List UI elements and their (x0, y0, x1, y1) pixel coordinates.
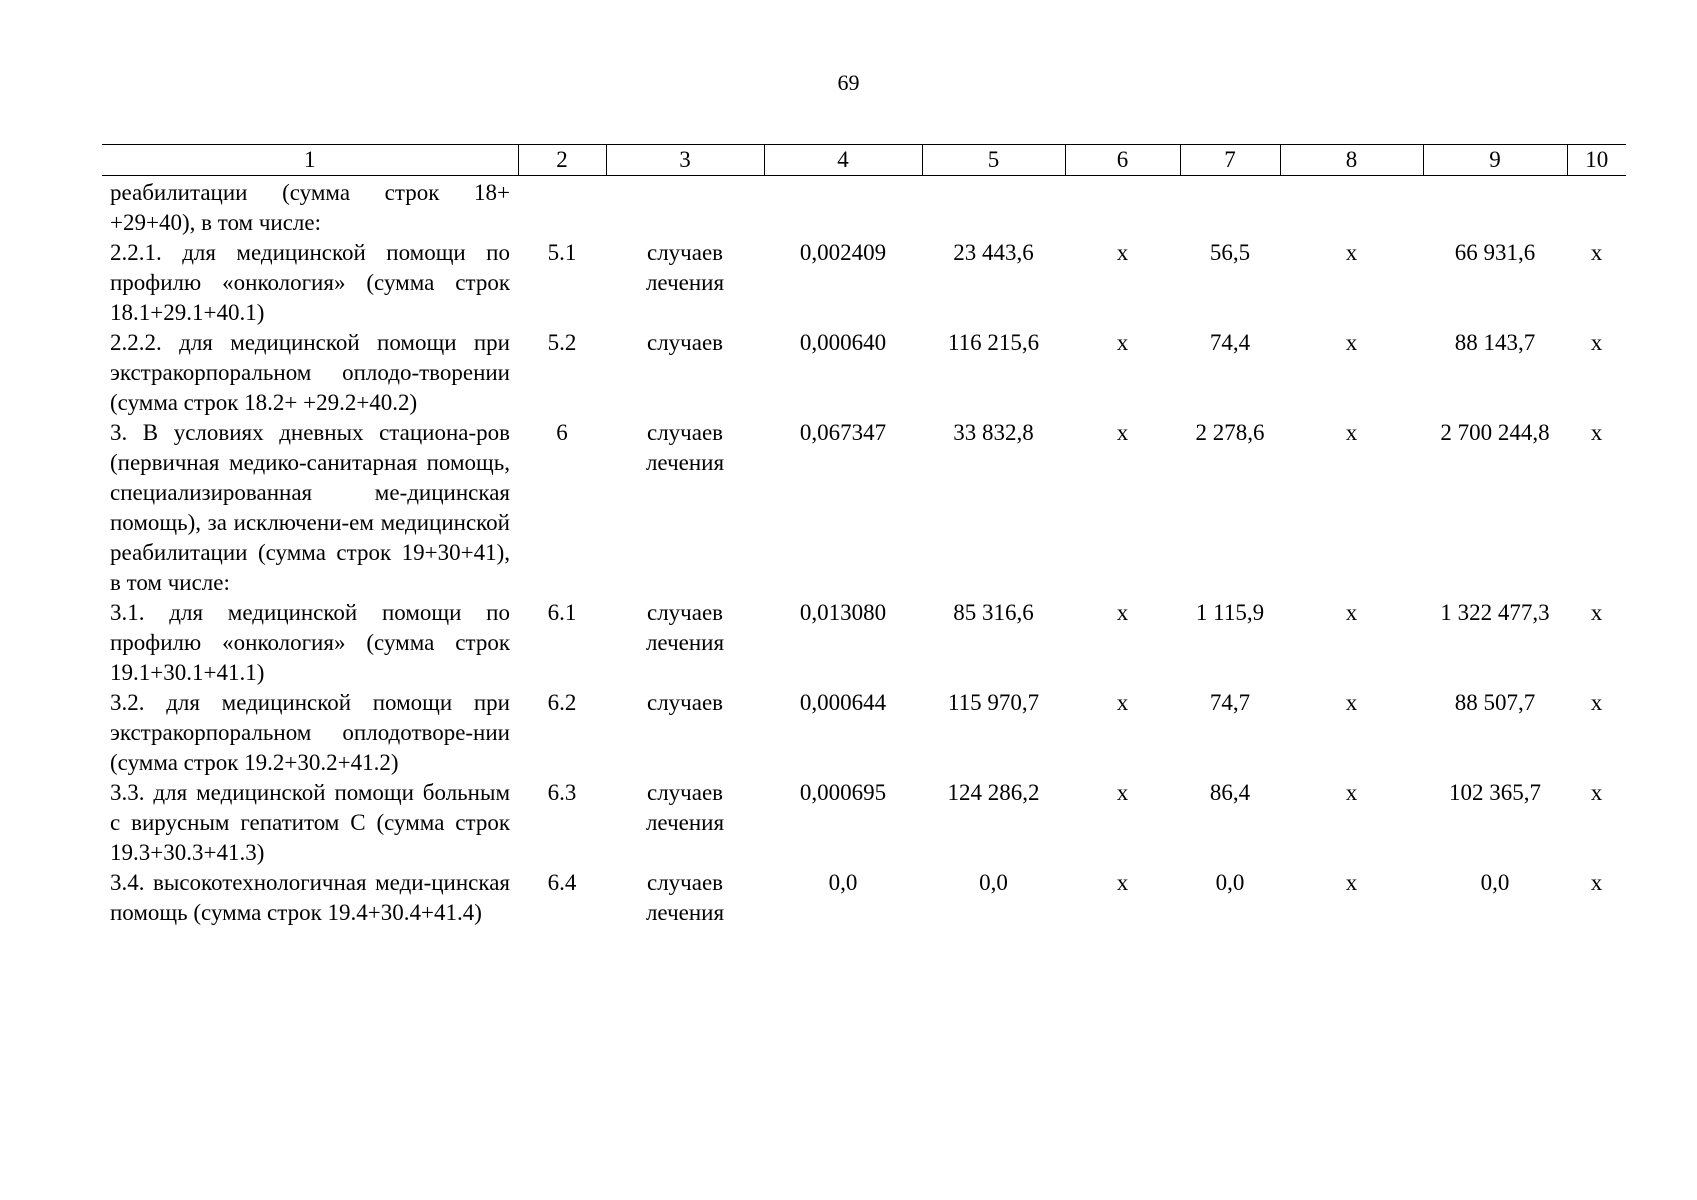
row-col8: х (1345, 240, 1358, 265)
row-code: 6 (556, 420, 568, 445)
row-col10: х (1590, 780, 1603, 805)
header-row (102, 145, 1626, 176)
row-col4 (764, 176, 922, 239)
row-col8 (1280, 176, 1423, 239)
row-name: 2.2.1. для медицинской помощи по профилю «онкология» (сумма строк 18.1+29.1+40.1) (110, 240, 510, 325)
row-col7: 56,5 (1209, 240, 1251, 265)
row-col6: х (1116, 240, 1129, 265)
row-col10: х (1590, 870, 1603, 895)
row-unit: случаев (646, 330, 724, 355)
row-name: 3.3. для медицинской помощи больным с вирусным гепатитом С (сумма строк 19.3+30.3+41.3) (110, 780, 510, 865)
row-unit: случаев лечения (645, 600, 725, 655)
row-code: 5.2 (547, 330, 577, 355)
row-code (518, 176, 606, 239)
row-code: 5.1 (547, 240, 577, 265)
row-col10: х (1590, 690, 1603, 715)
column-header: 8 (1280, 145, 1423, 176)
table-row (102, 778, 1626, 868)
row-col6: х (1116, 870, 1129, 895)
row-col9 (1423, 176, 1567, 239)
row-col7 (1180, 176, 1280, 239)
row-name: 3.1. для медицинской помощи по профилю «онкология» (сумма строк 19.1+30.1+41.1) (110, 600, 510, 685)
row-col4: 0,000640 (799, 330, 887, 355)
row-col6: х (1116, 420, 1129, 445)
row-col9: 66 931,6 (1454, 240, 1536, 265)
column-header: 5 (922, 145, 1065, 176)
row-col9: 88 507,7 (1454, 690, 1536, 715)
row-name: 3.4. высокотехнологичная меди-цинская помощь (сумма строк 19.4+30.4+41.4) (110, 870, 510, 925)
row-col4: 0,000695 (799, 780, 887, 805)
table-row (102, 868, 1626, 928)
column-header: 3 (606, 145, 764, 176)
row-col7: 2 278,6 (1195, 420, 1265, 445)
row-name: 3.2. для медицинской помощи при экстракорпоральном оплодотворе-нии (сумма строк 19.2+30.2+41.2) (110, 690, 510, 775)
row-col7: 0,0 (1215, 870, 1245, 895)
row-col5: 33 832,8 (953, 420, 1034, 445)
data-table (102, 144, 1626, 928)
row-name: реабилитации (сумма строк 18+ +29+40), в том числе: (110, 180, 510, 235)
row-col10: х (1590, 240, 1603, 265)
row-col10 (1567, 176, 1626, 239)
row-col8: х (1345, 330, 1358, 355)
column-header: 2 (518, 145, 606, 176)
row-unit: случаев лечения (645, 420, 725, 475)
table-row (102, 328, 1626, 418)
row-col9: 1 322 477,3 (1440, 600, 1550, 625)
row-col8: х (1345, 870, 1358, 895)
row-col8: х (1345, 420, 1358, 445)
table-row (102, 598, 1626, 688)
row-unit: случаев лечения (645, 240, 725, 295)
row-unit: случаев лечения (645, 870, 725, 925)
row-col6: х (1116, 330, 1129, 355)
row-unit: случаев лечения (645, 780, 725, 835)
row-col5: 124 286,2 (947, 780, 1040, 805)
row-col9: 102 365,7 (1449, 780, 1541, 805)
row-col6: х (1116, 780, 1129, 805)
row-col5 (922, 176, 1065, 239)
row-col9: 88 143,7 (1454, 330, 1536, 355)
row-col8: х (1345, 600, 1358, 625)
row-code: 6.1 (547, 600, 577, 625)
row-col4: 0,002409 (799, 240, 887, 265)
row-col7: 1 115,9 (1195, 600, 1265, 625)
row-code: 6.4 (547, 870, 577, 895)
row-col8: х (1345, 690, 1358, 715)
column-header: 10 (1567, 145, 1626, 176)
row-col10: х (1590, 330, 1603, 355)
table-row (102, 176, 1626, 239)
column-header: 7 (1180, 145, 1280, 176)
row-col5: 23 443,6 (953, 240, 1034, 265)
row-col5: 115 970,7 (947, 690, 1040, 715)
row-name: 2.2.2. для медицинской помощи при экстракорпоральном оплодо-творении (сумма строк 18.2+ +29.2+40.2) (110, 330, 510, 415)
row-col6: х (1116, 600, 1129, 625)
row-unit (606, 176, 764, 239)
row-col7: 74,7 (1209, 690, 1251, 715)
page-number: 69 (837, 70, 860, 95)
row-col4: 0,0 (828, 870, 858, 895)
row-col7: 74,4 (1209, 330, 1251, 355)
table-row (102, 418, 1626, 598)
row-col10: х (1590, 600, 1603, 625)
row-col4: 0,013080 (799, 600, 887, 625)
row-col5: 0,0 (979, 870, 1008, 895)
row-col6 (1065, 176, 1180, 239)
row-unit: случаев (646, 690, 724, 715)
row-col5: 85 316,6 (953, 600, 1034, 625)
row-col7: 86,4 (1209, 780, 1251, 805)
row-col9: 0,0 (1480, 870, 1510, 895)
row-col10: х (1590, 420, 1603, 445)
row-col4: 0,000644 (799, 690, 887, 715)
row-col5: 116 215,6 (947, 330, 1040, 355)
table-row (102, 688, 1626, 778)
table-row (102, 238, 1626, 328)
column-header: 9 (1423, 145, 1567, 176)
row-code: 6.3 (547, 780, 577, 805)
column-header: 6 (1065, 145, 1180, 176)
row-col9: 2 700 244,8 (1440, 420, 1550, 445)
column-header: 4 (764, 145, 922, 176)
row-col6: х (1116, 690, 1129, 715)
column-header: 1 (102, 145, 518, 176)
row-col8: х (1345, 780, 1358, 805)
row-code: 6.2 (547, 690, 577, 715)
row-col4: 0,067347 (799, 420, 887, 445)
row-name: 3. В условиях дневных стациона-ров (первичная медико-санитарная помощь, специализированная ме-дицинская помощь), за исключени-ем медицинской реабилитации (сумма строк 19+30+41), в том числе: (110, 420, 510, 595)
